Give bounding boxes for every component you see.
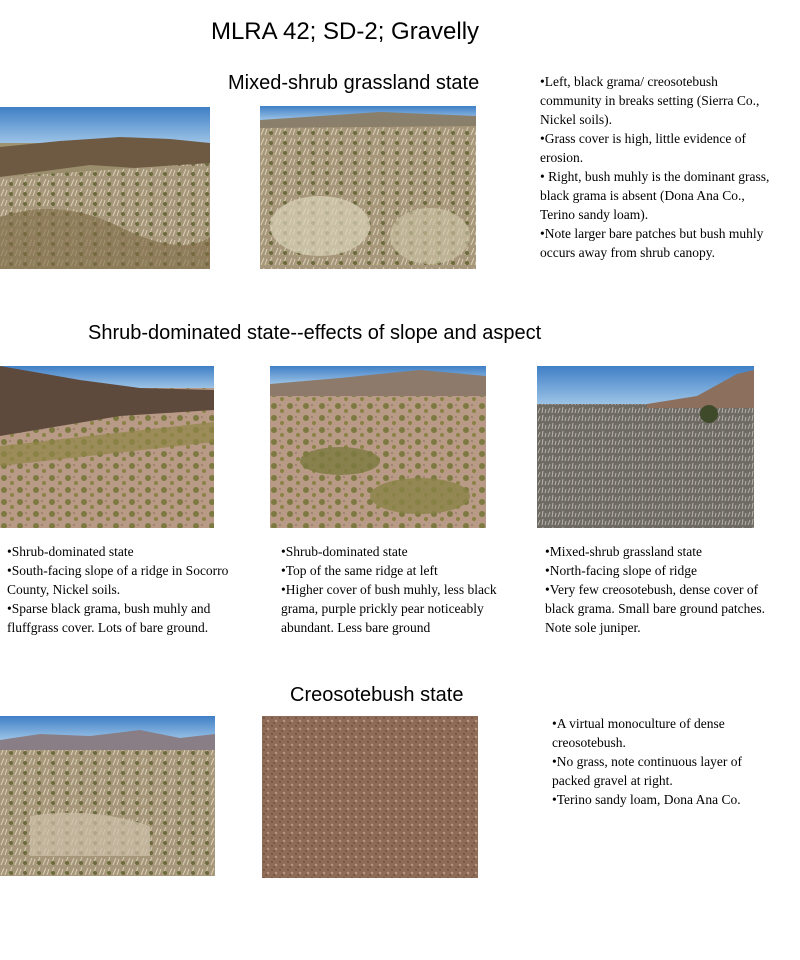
caption-line: •Top of the same ridge at left (281, 563, 438, 578)
caption-line: •Shrub-dominated state (281, 544, 408, 559)
photo-packed-gravel (262, 716, 478, 878)
photo-north-facing-slope (537, 366, 754, 528)
photo-black-grama-creosotebush (0, 107, 210, 269)
section-heading-shrub-dominated: Shrub-dominated state--effects of slope and aspect (88, 322, 542, 344)
note-item: • Right, bush muhly is the dominant grass, black grama is absent (Dona Ana Co., Terino sandy loam). (540, 169, 770, 222)
photo-ridge-top (270, 366, 486, 528)
caption-line: •Higher cover of bush muhly, less black grama, purple prickly pear noticeably abundant. Less bare ground (281, 582, 497, 635)
caption-line: •Shrub-dominated state (7, 544, 134, 559)
photo-south-facing-slope (0, 366, 214, 528)
caption-line: •South-facing slope of a ridge in Socorro County, Nickel soils. (7, 563, 229, 597)
notes-creosotebush (552, 714, 770, 809)
caption-line: •Sparse black grama, bush muhly and fluffgrass cover. Lots of bare ground. (7, 601, 211, 635)
page-title: MLRA 42; SD-2; Gravelly (210, 18, 480, 45)
caption-line: •Mixed-shrub grassland state (545, 544, 702, 559)
caption-line: •Very few creosotebush, dense cover of black grama. Small bare ground patches. (545, 582, 766, 616)
photo-bush-muhly (260, 106, 476, 269)
section-heading-creosotebush: Creosotebush state (290, 684, 464, 706)
note-item: •No grass, note continuous layer of packed gravel at right. (552, 754, 742, 788)
caption-ridge-top (281, 542, 519, 637)
caption-line: •North-facing slope of ridge (545, 563, 698, 578)
caption-north-facing (545, 542, 770, 637)
note-item: •Grass cover is high, little evidence of erosion. (540, 131, 747, 165)
note-item: •Left, black grama/ creosotebush community in breaks setting (Sierra Co., Nickel soils). (540, 74, 760, 127)
notes-mixed-shrub (540, 72, 770, 262)
note-item: •Note larger bare patches but bush muhly occurs away from shrub canopy. (540, 226, 764, 260)
note-item: •A virtual monoculture of dense creosotebush. (552, 716, 725, 750)
caption-south-facing (7, 542, 259, 637)
section-heading-mixed-shrub: Mixed-shrub grassland state (228, 72, 480, 94)
caption-line: Note sole juniper. (545, 620, 641, 635)
photo-creosotebush-monoculture (0, 716, 215, 876)
note-item: •Terino sandy loam, Dona Ana Co. (552, 792, 741, 807)
